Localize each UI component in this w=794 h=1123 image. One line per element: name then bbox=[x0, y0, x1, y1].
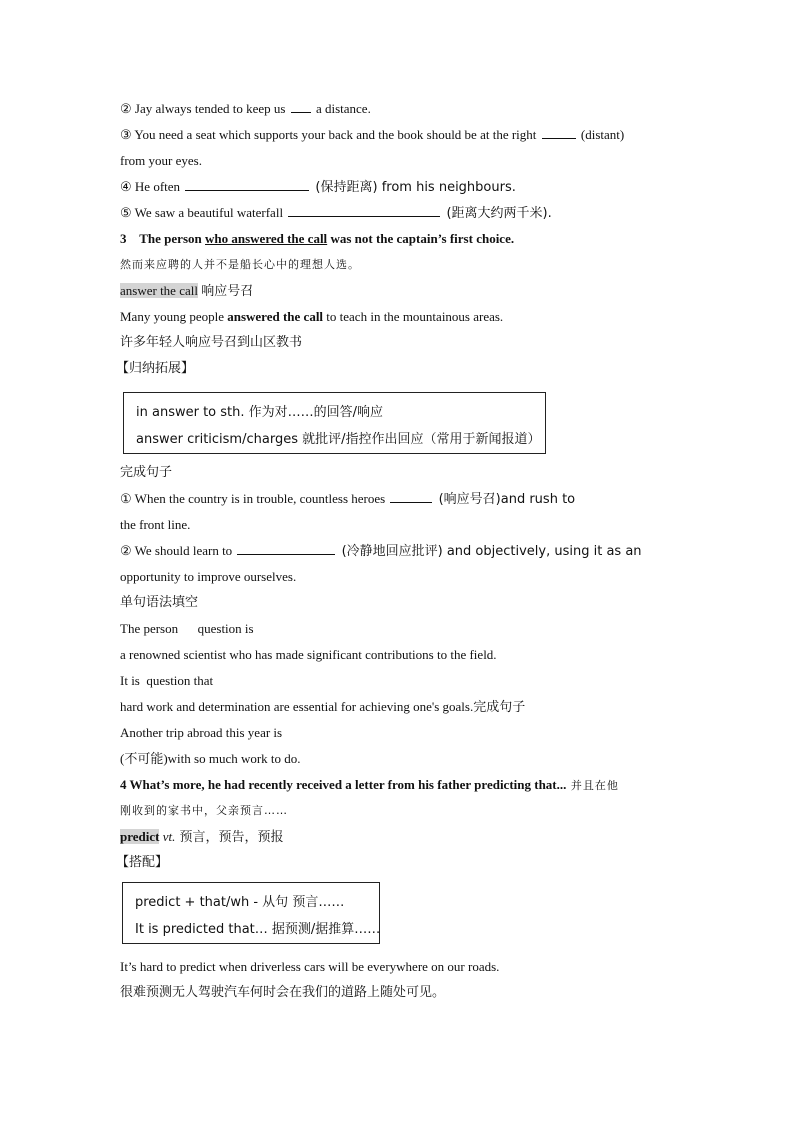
section-4-heading: 4 What’s more, he had recently received a letter from his father predicting that... 并且在他 bbox=[120, 777, 619, 792]
answer-blank[interactable] bbox=[288, 203, 440, 217]
extension-row: answer criticism/charges 就批评/指控作出回应（常用于新闻报道） bbox=[136, 432, 541, 447]
grammar-item-3-cont: (不可能)with so much work to do. bbox=[120, 751, 301, 766]
grammar-item-2-cont: hard work and determination are essential for achieving one's goals.完成句子 bbox=[120, 699, 526, 715]
grammar-item-3: Another trip abroad this year is bbox=[120, 725, 283, 740]
word-predict: predict vt. 预言，预告，预报 bbox=[120, 829, 284, 845]
exercise-2: ② Jay always tended to keep us a distance. bbox=[120, 101, 371, 116]
phrase-answer-the-call: answer the call 响应号召 bbox=[120, 283, 254, 299]
answer-blank[interactable] bbox=[291, 99, 311, 113]
complete-sentence-2: ② We should learn to (冷静地回应批评) and objectively, using it as an bbox=[120, 543, 642, 559]
answer-blank[interactable] bbox=[185, 177, 309, 191]
collocation-box bbox=[122, 882, 380, 944]
collocation-row: It is predicted that… 据预测/据推算…… bbox=[135, 922, 381, 937]
exercise-3-cont: from your eyes. bbox=[120, 153, 202, 168]
exercise-4: ④ He often (保持距离) from his neighbours. bbox=[120, 179, 516, 195]
answer-blank[interactable] bbox=[237, 541, 335, 555]
extension-row: in answer to sth. 作为对……的回答/响应 bbox=[136, 405, 384, 420]
heading-extension: 【归纳拓展】 bbox=[116, 361, 195, 376]
heading-grammar-fill: 单句语法填空 bbox=[120, 595, 199, 610]
heading-collocation: 【搭配】 bbox=[116, 855, 169, 870]
extension-box bbox=[123, 392, 546, 454]
predict-example-translation: 很难预测无人驾驶汽车何时会在我们的道路上随处可见。 bbox=[120, 985, 446, 1000]
complete-sentence-1: ① When the country is in trouble, countless heroes (响应号召)and rush to bbox=[120, 491, 576, 507]
complete-sentence-1-cont: the front line. bbox=[120, 517, 191, 532]
exercise-3: ③ You need a seat which supports your back and the book should be at the right (distant) bbox=[120, 127, 625, 142]
section-3-heading: 3 The person who answered the call was not the captain’s first choice. bbox=[120, 231, 515, 246]
collocation-row: predict + that/wh - 从句 预言…… bbox=[135, 895, 345, 910]
answer-blank[interactable] bbox=[542, 125, 576, 139]
complete-sentence-2-cont: opportunity to improve ourselves. bbox=[120, 569, 297, 584]
example-sentence: Many young people answered the call to teach in the mountainous areas. bbox=[120, 309, 504, 324]
answer-blank[interactable] bbox=[390, 489, 432, 503]
example-translation: 许多年轻人响应号召到山区教书 bbox=[120, 335, 303, 350]
predict-example: It’s hard to predict when driverless cars will be everywhere on our roads. bbox=[120, 959, 500, 974]
section-3-translation: 然而来应聘的人并不是船长心中的理想人选。 bbox=[120, 258, 360, 271]
grammar-item-1-cont: a renowned scientist who has made significant contributions to the field. bbox=[120, 647, 497, 662]
grammar-item-1: The person question is bbox=[120, 621, 254, 636]
heading-complete-sentences: 完成句子 bbox=[120, 465, 173, 480]
grammar-item-2: It is question that bbox=[120, 673, 214, 688]
exercise-5: ⑤ We saw a beautiful waterfall (距离大约两千米). bbox=[120, 205, 552, 221]
section-4-translation: 刚收到的家书中，父亲预言…… bbox=[120, 804, 288, 817]
